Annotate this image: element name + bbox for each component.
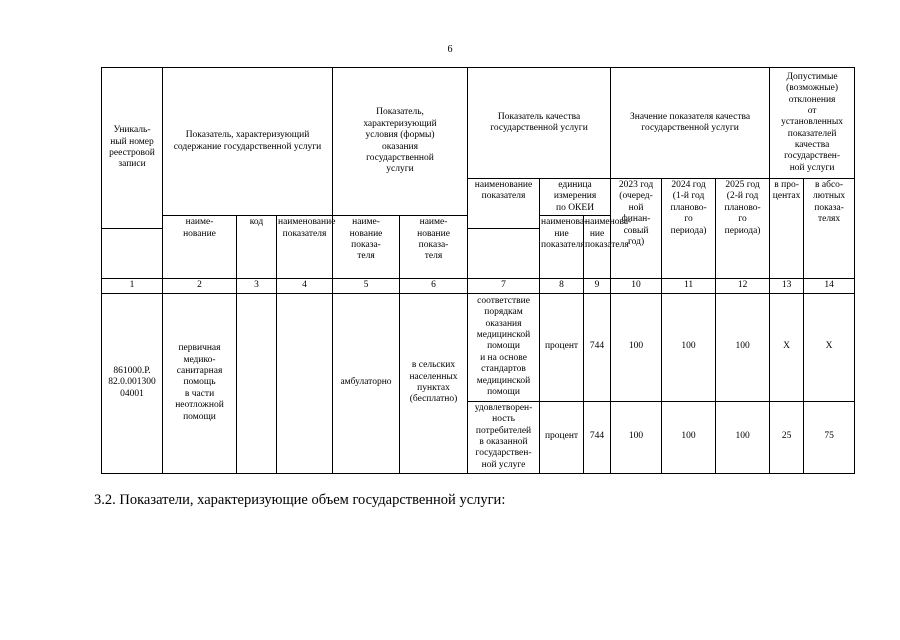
unit-name: процент: [540, 293, 584, 401]
header-unique-number: Уникаль- ный номер реестровой записи: [102, 68, 163, 229]
page-number: 6: [447, 44, 453, 55]
value-2025: 100: [716, 293, 770, 401]
column-number: 14: [804, 279, 855, 293]
header-quality-indicator: Показатель качества государственной услуги: [468, 68, 611, 179]
value-2023: 100: [611, 401, 662, 473]
subheader-content-name-2: наиме- нование показа- теля: [333, 216, 400, 279]
column-number: 9: [584, 279, 611, 293]
record-content-1: первичная медико- санитарная помощь в части неотложной помощи: [163, 293, 237, 473]
column-number: 4: [277, 279, 333, 293]
header-indicator-name: наименование показателя: [468, 179, 540, 229]
column-number: 12: [716, 279, 770, 293]
column-number: 8: [540, 279, 584, 293]
unit-name: процент: [540, 401, 584, 473]
column-number: 13: [770, 279, 804, 293]
column-number: 6: [400, 279, 468, 293]
unit-code: 744: [584, 293, 611, 401]
record-condition-2: в сельских населенных пунктах (бесплатно): [400, 293, 468, 473]
column-number: 7: [468, 279, 540, 293]
quality-indicator-name: соответствие порядкам оказания медицинской помощи и на основе стандартов медицинской помощи: [468, 293, 540, 401]
unit-code: 744: [584, 401, 611, 473]
record-unique-number: 861000.Р. 82.0.001300 04001: [102, 293, 163, 473]
record-content-2: [237, 293, 277, 473]
value-2024: 100: [662, 293, 716, 401]
column-number: 2: [163, 279, 237, 293]
column-number: 11: [662, 279, 716, 293]
header-deviations: Допустимые (возможные) отклонения от установленных показателей качества государствен- ной услуги: [770, 68, 855, 179]
quality-indicator-name: удовлетворен- ность потребителей в оказанной государствен- ной услуге: [468, 401, 540, 473]
table-row: [102, 293, 855, 401]
subheader-condition-name-2: наименова- ние показателя: [584, 216, 611, 279]
subheader-condition-name-1: наименова- ние показателя: [540, 216, 584, 279]
header-year-2023: 2023 год (очеред- ной финан- совый год): [611, 179, 662, 279]
value-2025: 100: [716, 401, 770, 473]
subheader-content-name-1: наименование показателя: [277, 216, 333, 279]
deviation-percent: 25: [770, 401, 804, 473]
header-year-2024: 2024 год (1-й год планово- го периода): [662, 179, 716, 279]
value-2024: 100: [662, 401, 716, 473]
header-okei-code: код: [237, 216, 277, 279]
header-deviation-absolute: в абсо- лютных показа- телях: [804, 179, 855, 279]
header-okei-unit: единица измерения по ОКЕИ: [540, 179, 611, 216]
deviation-absolute: 75: [804, 401, 855, 473]
column-number-row: [102, 279, 855, 293]
header-deviation-percent: в про- центах: [770, 179, 804, 279]
section-heading-volume-indicators: 3.2. Показатели, характеризующие объем государственной услуги:: [94, 492, 506, 508]
record-content-3: [277, 293, 333, 473]
value-2023: 100: [611, 293, 662, 401]
record-condition-1: амбулаторно: [333, 293, 400, 473]
header-content-indicator: Показатель, характеризующий содержание государственной услуги: [163, 68, 333, 216]
header-year-2025: 2025 год (2-й год планово- го периода): [716, 179, 770, 279]
header-indicator-name-lower: [102, 229, 163, 279]
deviation-absolute: Х: [804, 293, 855, 401]
header-okei-name: наиме- нование: [163, 216, 237, 279]
quality-indicators-table: [101, 67, 855, 474]
column-number: 1: [102, 279, 163, 293]
header-quality-value: Значение показателя качества государственной услуги: [611, 68, 770, 179]
subheader-content-name-3: наиме- нование показа- теля: [400, 216, 468, 279]
column-number: 3: [237, 279, 277, 293]
deviation-percent: Х: [770, 293, 804, 401]
header-conditions-indicator: Показатель, характеризующий условия (формы) оказания государственной услуги: [333, 68, 468, 216]
column-number: 5: [333, 279, 400, 293]
column-number: 10: [611, 279, 662, 293]
